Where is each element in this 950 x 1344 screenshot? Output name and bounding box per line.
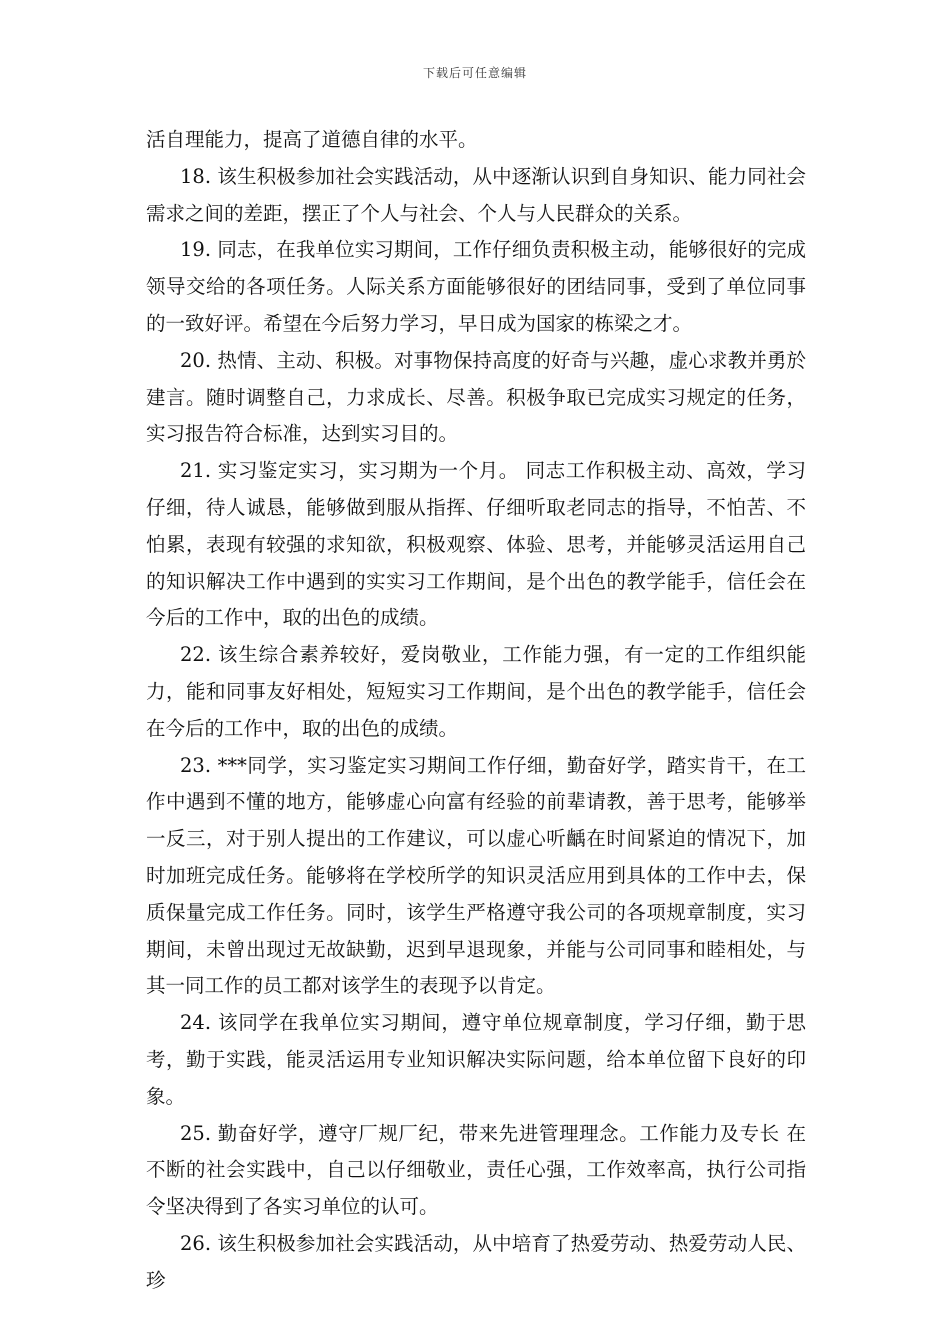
paragraph-22: 22. 该生综合素养较好，爱岗敬业，工作能力强，有一定的工作组织能力，能和同事友好相处，短短实习工作期间，是个出色的教学能手，信任会在今后的工作中，取的出色的成绩。: [146, 643, 806, 740]
paragraph-19: 19. 同志，在我单位实习期间，工作仔细负责积极主动，能够很好的完成领导交给的各项任务。人际关系方面能够很好的团结同事，受到了单位同事的一致好评。希望在今后努力学习，早日成为国家的栋梁之才。: [146, 238, 806, 335]
paragraph-23: 23. ***同学，实习鉴定实习期间工作仔细，勤奋好学，踏实肯干，在工作中遇到不懂的地方，能够虚心向富有经验的前辈请教，善于思考，能够举一反三，对于别人提出的工作建议，可以虚心听齲在时间紧迫的情况下，加时加班完成任务。能够将在学校所学的知识灵活应用到具体的工作中去，保质保量完成工作任务。同时，该学生严格遵守我公司的各项规章制度，实习期间，未曾出现过无故缺勤，迟到早退现象，并能与公司同事和睦相处，与其一同工作的员工都对该学生的表现予以肯定。: [146, 753, 806, 998]
paragraph-24: 24. 该同学在我单位实习期间，遵守单位规章制度，学习仔细，勤于思考，勤于实践，能灵活运用专业知识解决实际问题，给本单位留下良好的印象。: [146, 1011, 806, 1108]
paragraph-25: 25. 勤奋好学，遵守厂规厂纪，带来先进管理理念。工作能力及专长 在不断的社会实践中，自己以仔细敬业，责任心强，工作效率高，执行公司指令坚决得到了各实习单位的认可。: [146, 1121, 806, 1219]
document-body: [146, 122, 806, 1300]
paragraph-20: 20. 热情、主动、积极。对事物保持高度的好奇与兴趣，虚心求教并勇於建言。随时调整自己，力求成长、尽善。积极争取已完成实习规定的任务，实习报告符合标准，达到实习目的。: [146, 348, 806, 446]
paragraph-18: 18. 该生积极参加社会实践活动，从中逐渐认识到自身知识、能力同社会需求之间的差距，摆正了个人与社会、个人与人民群众的关系。: [146, 164, 806, 225]
paragraph-continuation: 活自理能力，提高了道德自律的水平。: [146, 128, 478, 151]
page-header: 下载后可任意编辑: [422, 66, 527, 80]
paragraph-21: 21. 实习鉴定实习，实习期为一个月。 同志工作积极主动、高效，学习仔细，待人诚恳，能够做到服从指挥、仔细听取老同志的指导，不怕苦、不怕累，表现有较强的求知欲，积极观察、体验、思考，并能够灵活运用自己的知识解决工作中遇到的实实习工作期间，是个出色的教学能手，信任会在今后的工作中，取的出色的成绩。: [146, 459, 806, 630]
paragraph-26: 26. 该生积极参加社会实践活动，从中培育了热爱劳动、热爱劳动人民、珍: [146, 1231, 806, 1292]
